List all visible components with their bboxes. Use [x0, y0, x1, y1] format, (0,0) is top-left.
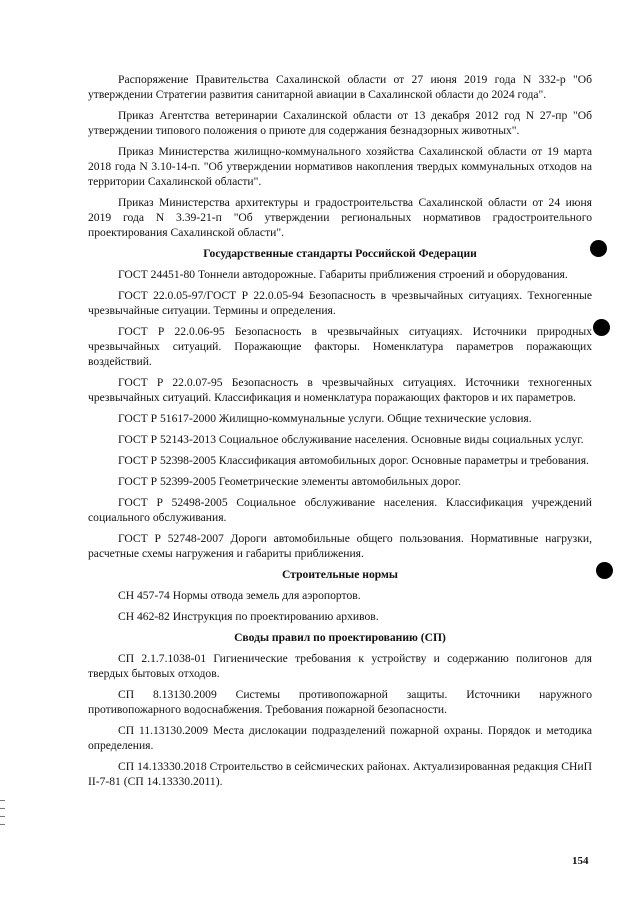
gost-item: ГОСТ Р 52398-2005 Классификация автомобильных дорог. Основные параметры и требования. [118, 454, 589, 467]
scan-edge-mark [0, 824, 5, 825]
sp-item: СП 8.13130.2009 Системы противопожарной защиты. Источники наружного противопожарного водоснабжения. Требования пожарной безопасности. [88, 688, 592, 716]
scan-edge-mark [0, 816, 5, 817]
sp-item: СП 2.1.7.1038-01 Гигиенические требования к устройству и содержанию полигонов для твердых бытовых отходов. [88, 652, 592, 680]
gost-item: ГОСТ Р 52748-2007 Дороги автомобильные общего пользования. Нормативные нагрузки, расчетные схемы нагружения и габариты приближения. [88, 532, 592, 560]
page-number: 154 [572, 855, 589, 867]
paragraph: Приказ Агентства ветеринарии Сахалинской области от 13 декабря 2012 год N 27-пр "Об утверждении типового положения о приюте для содержания безнадзорных животных". [88, 109, 592, 137]
sp-item: СП 11.13130.2009 Места дислокации подразделений пожарной охраны. Порядок и методика определения. [88, 724, 592, 752]
scan-edge-mark [0, 808, 5, 809]
section-heading-gost: Государственные стандарты Российской Федерации [203, 247, 477, 260]
gost-item: ГОСТ Р 52143-2013 Социальное обслуживание населения. Основные виды социальных услуг. [118, 433, 584, 446]
binder-hole-mark [590, 240, 607, 257]
sn-item: СН 457-74 Нормы отвода земель для аэропортов. [118, 589, 361, 602]
binder-hole-mark [596, 562, 613, 579]
sn-item: СН 462-82 Инструкция по проектированию архивов. [118, 610, 379, 623]
gost-item: ГОСТ Р 51617-2000 Жилищно-коммунальные услуги. Общие технические условия. [118, 412, 532, 425]
scan-edge-mark [0, 800, 5, 801]
gost-item: ГОСТ Р 52498-2005 Социальное обслуживание населения. Классификация учреждений социального обслуживания. [88, 496, 592, 524]
page-content [88, 72, 592, 795]
gost-item: ГОСТ Р 52399-2005 Геометрические элементы автомобильных дорог. [118, 475, 462, 488]
gost-item: ГОСТ Р 22.0.06-95 Безопасность в чрезвычайных ситуациях. Источники природных чрезвычайных ситуаций. Поражающие факторы. Номенклатура параметров поражающих воздействий. [88, 325, 592, 368]
gost-item: ГОСТ 24451-80 Тоннели автодорожные. Габариты приближения строений и оборудования. [118, 268, 568, 281]
paragraph: Приказ Министерства архитектуры и градостроительства Сахалинской области от 24 июня 2019 года N 3.39-21-п "Об утверждении региональных нормативов градостроительного проектирования Сахалинской области". [88, 196, 592, 239]
gost-item: ГОСТ Р 22.0.07-95 Безопасность в чрезвычайных ситуациях. Источники техногенных чрезвычайных ситуаций. Классификация и номенклатура поражающих факторов и их параметров. [88, 376, 592, 404]
paragraph: Приказ Министерства жилищно-коммунального хозяйства Сахалинской области от 19 марта 2018 года N 3.10-14-п. "Об утверждении нормативов накопления твердых коммунальных отходов на территории Сахалинской области". [88, 145, 592, 188]
section-heading-sp: Своды правил по проектированию (СП) [234, 631, 446, 644]
paragraph: Распоряжение Правительства Сахалинской области от 27 июня 2019 года N 332-р "Об утверждении Стратегии развития санитарной авиации в Сахалинской области до 2024 года". [88, 73, 592, 101]
gost-item: ГОСТ 22.0.05-97/ГОСТ Р 22.0.05-94 Безопасность в чрезвычайных ситуациях. Техногенные чрезвычайные ситуации. Термины и определения. [88, 289, 592, 317]
sp-item: СП 14.13330.2018 Строительство в сейсмических районах. Актуализированная редакция СНиП II-7-81 (СП 14.13330.2011). [88, 760, 592, 788]
binder-hole-mark [593, 319, 610, 336]
section-heading-sn: Строительные нормы [282, 568, 398, 581]
